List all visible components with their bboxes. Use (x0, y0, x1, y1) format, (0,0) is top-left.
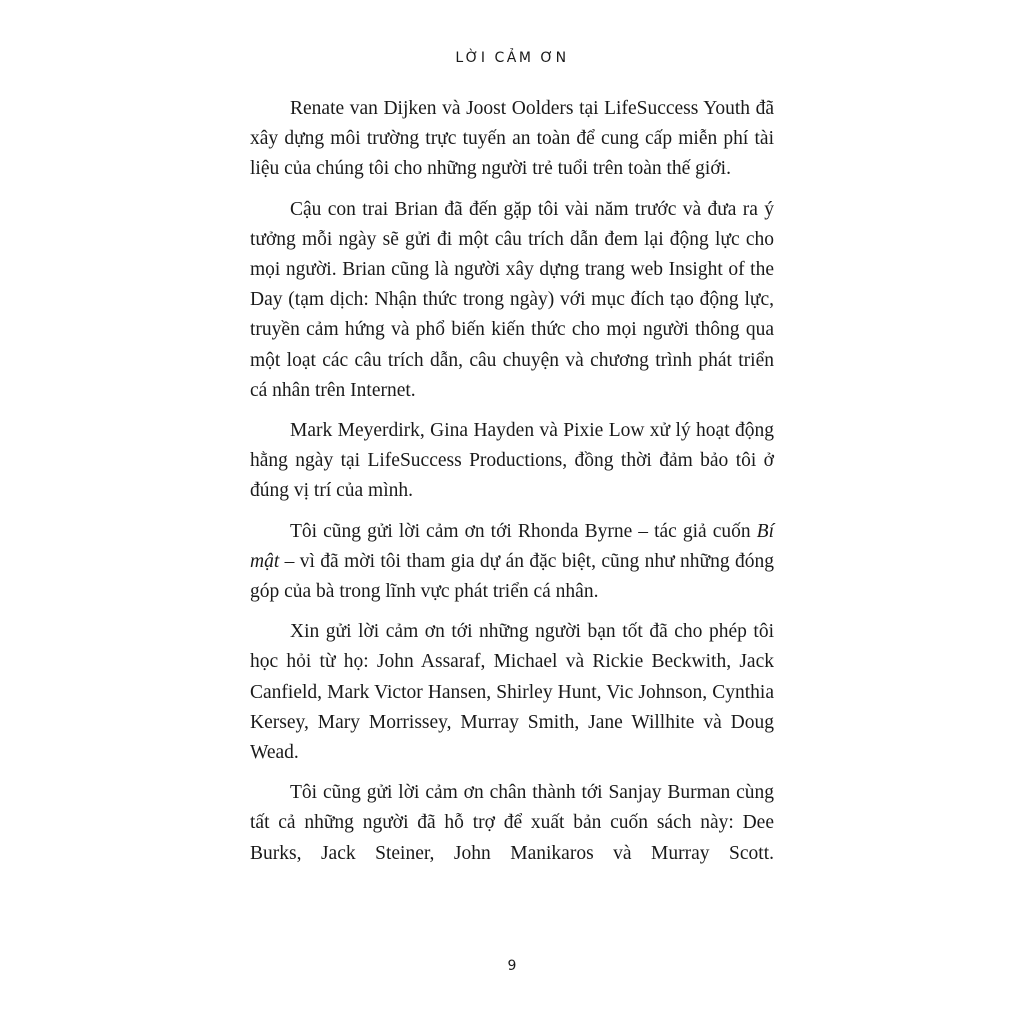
page-number: 9 (507, 958, 517, 974)
running-head-title: LỜI CẢM ƠN (455, 50, 569, 66)
paragraph-4 (250, 517, 774, 608)
paragraph-3: Mark Meyerdirk, Gina Hayden và Pixie Low xử lý hoạt động hằng ngày tại LifeSuccess Productions, đồng thời đảm bảo tôi ở đúng vị trí của mình. (250, 420, 774, 502)
body-text (250, 94, 774, 879)
paragraph-5: Xin gửi lời cảm ơn tới những người bạn tốt đã cho phép tôi học hỏi từ họ: John Assaraf, Michael và Rickie Beckwith, Jack Canfield, Mark Victor Hansen, Shirley Hunt, Vic Johnson, Cynthia Kersey, Mary Morrissey, Murray Smith, Jane Willhite và Doug Wead. (250, 621, 774, 764)
book-title-italic: Bí mật (250, 520, 774, 572)
paragraph-2: Cậu con trai Brian đã đến gặp tôi vài năm trước và đưa ra ý tưởng mỗi ngày sẽ gửi đi một câu trích dẫn đem lại động lực cho mọi người. Brian cũng là người xây dựng trang web Insight of the Day (tạm dịch: Nhận thức trong ngày) với mục đích tạo động lực, truyền cảm hứng và phổ biến kiến thức cho mọi người thông qua một loạt các câu trích dẫn, câu chuyện và chương trình phát triển cá nhân trên Internet. (250, 198, 774, 401)
paragraph-1: Renate van Dijken và Joost Oolders tại LifeSuccess Youth đã xây dựng môi trường trực tuyến an toàn để cung cấp miễn phí tài liệu của chúng tôi cho những người trẻ tuổi trên toàn thế giới. (250, 98, 774, 180)
paragraph-6: Tôi cũng gửi lời cảm ơn chân thành tới Sanjay Burman cùng tất cả những người đã hỗ trợ để xuất bản cuốn sách này: Dee Burks, Jack Steiner, John Manikaros và Murray Scott. (250, 782, 774, 864)
paragraph-4-text-start: Tôi cũng gửi lời cảm ơn tới Rhonda Byrne – tác giả cuốn (290, 520, 757, 542)
paragraph-4-text-end: – vì đã mời tôi tham gia dự án đặc biệt, cũng như những đóng góp của bà trong lĩnh vực phát triển cá nhân. (250, 550, 774, 603)
